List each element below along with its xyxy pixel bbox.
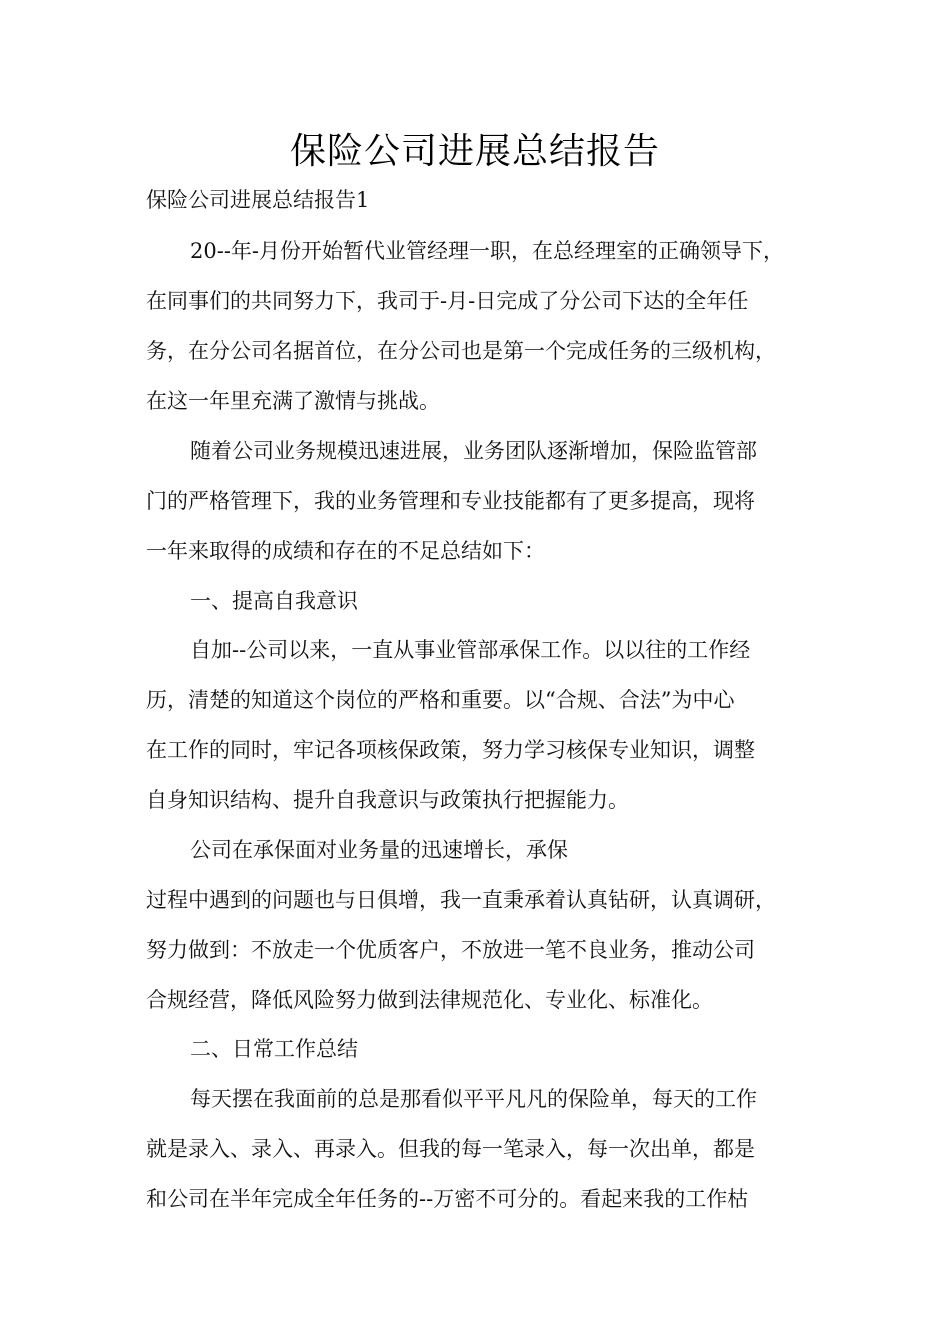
paragraph-line: 努力做到：不放走一个优质客户，不放进一笔不良业务，推动公司 xyxy=(146,938,755,962)
paragraph-line: 一年来取得的成绩和存在的不足总结如下： xyxy=(146,539,545,563)
paragraph-line: 务，在分公司名据首位，在分公司也是第一个完成任务的三级机构， xyxy=(146,339,776,363)
paragraph-line: 自身知识结构、提升自我意识与政策执行把握能力。 xyxy=(146,788,629,812)
paragraph-line: 和公司在半年完成全年任务的--万密不可分的。看起来我的工作枯 xyxy=(146,1187,749,1211)
paragraph-line: 合规经营，降低风险努力做到法律规范化、专业化、标准化。 xyxy=(146,988,713,1012)
paragraph-line: 公司在承保面对业务量的迅速增长，承保 xyxy=(190,838,568,862)
paragraph-line: 自加--公司以来，一直从事业管部承保工作。以以往的工作经 xyxy=(190,638,751,662)
paragraph-line: 在这一年里充满了激情与挑战。 xyxy=(146,389,440,413)
paragraph-line: 就是录入、录入、再录入。但我的每一笔录入，每一次出单，都是 xyxy=(146,1137,755,1161)
paragraph-line: 在工作的同时，牢记各项核保政策，努力学习核保专业知识，调整 xyxy=(146,738,755,762)
section-heading: 一、提高自我意识 xyxy=(190,589,358,613)
document-subtitle: 保险公司进展总结报告1 xyxy=(146,188,370,212)
paragraph-line: 20--年-月份开始暂代业管经理一职，在总经理室的正确领导下， xyxy=(190,239,785,263)
paragraph-line: 随着公司业务规模迅速进展，业务团队逐渐增加，保险监管部 xyxy=(190,439,757,463)
paragraph-line: 每天摆在我面前的总是那看似平平凡凡的保险单，每天的工作 xyxy=(190,1087,757,1111)
paragraph-line: 在同事们的共同努力下，我司于-月-日完成了分公司下达的全年任 xyxy=(146,289,749,313)
document-title: 保险公司进展总结报告 xyxy=(289,131,660,172)
section-heading: 二、日常工作总结 xyxy=(190,1037,358,1061)
paragraph-line: 过程中遇到的问题也与日俱增，我一直秉承着认真钻研，认真调研， xyxy=(146,888,776,912)
paragraph-line: 历，清楚的知道这个岗位的严格和重要。以“合规、合法”为中心 xyxy=(146,688,735,712)
paragraph-line: 门的严格管理下，我的业务管理和专业技能都有了更多提高，现将 xyxy=(146,489,755,513)
